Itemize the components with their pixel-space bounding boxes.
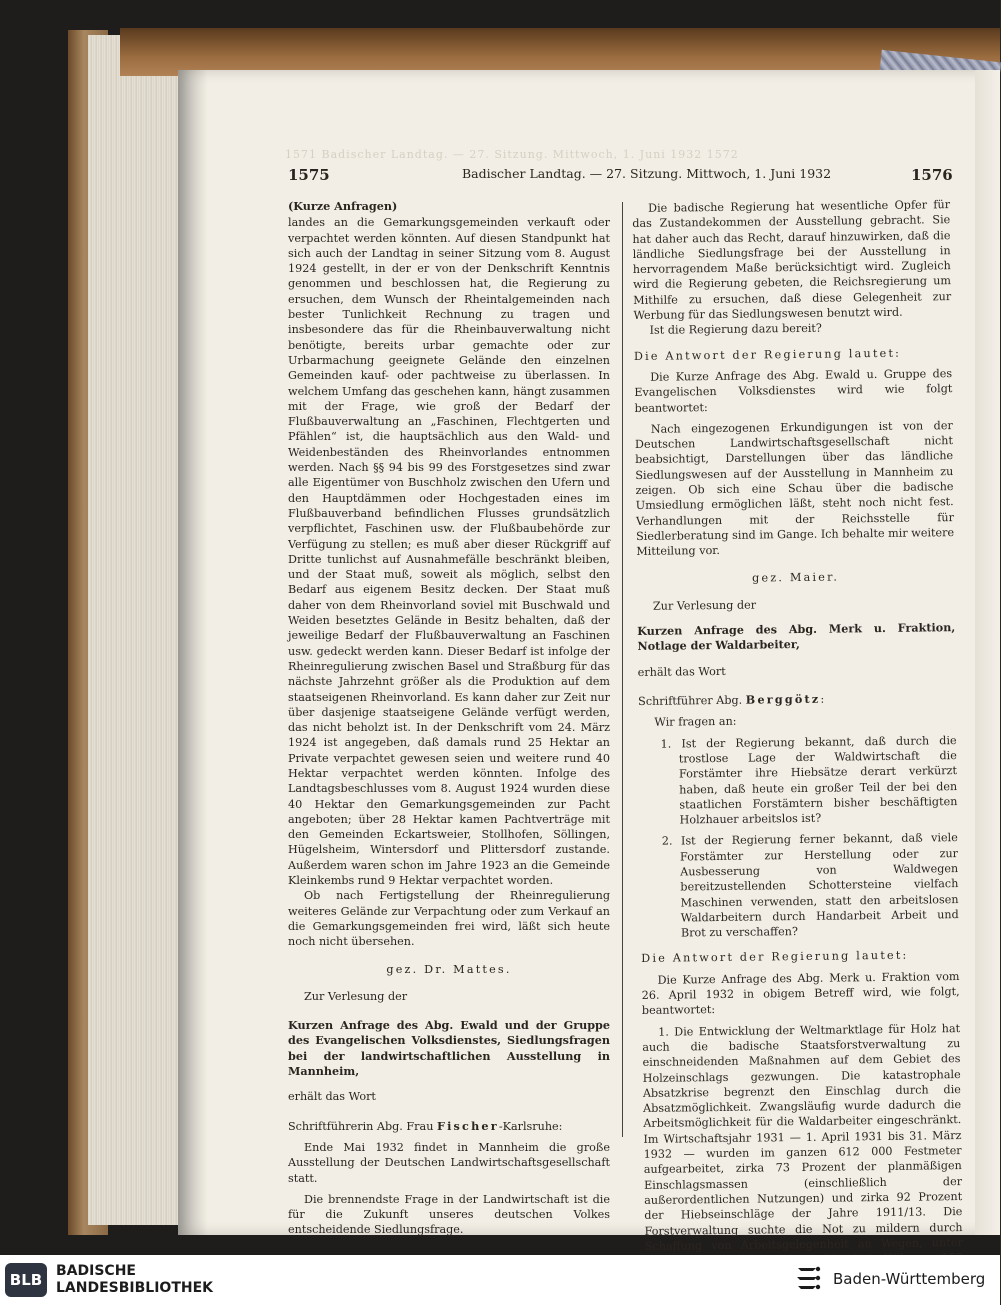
question: Ist die Regierung dazu bereit? [649, 322, 822, 338]
right-column [632, 197, 963, 1285]
list-number: 2. [661, 834, 673, 849]
list-item [639, 733, 958, 829]
speaker-line [638, 690, 956, 709]
paragraph: Die brennendste Frage in der Landwirtschaft ist die für die Zukunft unseres deutschen Volkes entscheidende Siedlungsfrage. [288, 1192, 610, 1237]
list-number: 1. [660, 737, 672, 751]
page-stack-edge [88, 35, 188, 1225]
blb-logo[interactable]: BLB [5, 1263, 47, 1297]
wir-fragen: Wir fragen an: [654, 715, 737, 730]
speaker-name: Fischer [436, 1118, 499, 1133]
speaker-suffix: -Karlsruhe: [498, 1119, 563, 1133]
zur-verlesung: Zur Verlesung der [304, 989, 408, 1003]
erhaelt-das-wort: erhält das Wort [288, 1090, 376, 1104]
answer-intro: Die Kurze Anfrage des Abg. Ewald u. Gruppe des Evangelischen Volksdienstes wird wie folgt beantwortet: [634, 367, 953, 415]
list-text: Ist der Regierung bekannt, daß durch die trostlose Lage der Waldwirtschaft die Forstämter ihre Hiebsätze derart verkürzt haben, daß heute ein großer Teil der bei den staatlichen Forstämtern bisher beschäftigten Holzhauer arbeitslos ist? [678, 733, 958, 827]
left-page-number: 1575 [288, 166, 330, 184]
column-divider [622, 202, 623, 1137]
right-page-number: 1576 [911, 166, 953, 184]
section-label: (Kurze Anfragen) [288, 199, 398, 213]
list-item [640, 830, 959, 941]
next-page-edge [975, 70, 1000, 1235]
paragraph: Die badische Regierung hat wesentliche Opfer für das Zustandekommen der Ausstellung gebracht. Sie hat daher auch das Recht, darauf hinzuwirken, daß die ländliche Siedlungsfrage bei der Ausstellung in hervorragendem Maße berücksichtigt wird. Zugleich wird die Regierung gebeten, die Reichsregierung um Mithilfe zu ersuchen, daß diese Gelegenheit zur Werbung für das Siedlungswesen benutzt wird. [632, 198, 952, 323]
antwort-heading: Die Antwort der Regierung lautet: [641, 949, 909, 966]
speaker-line [288, 1119, 610, 1134]
antwort-heading: Die Antwort der Regierung lautet: [633, 346, 902, 363]
speaker-suffix: : [820, 692, 825, 706]
answer-body: Nach eingezogenen Erkundigungen ist von der Deutschen Landwirtschaftsgesellschaft nicht beabsichtigt, Darstellungen über das ländliche Siedlungswesen auf der Ausstellung in Mannheim zu zeigen. Ob sich eine Schau über die badische Umsiedlung ermöglichen läßt, steht noch nicht fest. Verhandlungen mit der Reichsstelle für Siedlerberatung sind im Gange. Ich behalte mir weitere Mitteilung vor. [634, 418, 955, 559]
zur-verlesung: Zur Verlesung der [652, 598, 757, 613]
bw-lions-icon [794, 1264, 824, 1296]
erhaelt-das-wort: erhält das Wort [637, 664, 726, 679]
book-cover-top [120, 28, 1000, 76]
speaker-prefix: Schriftführerin Abg. Frau [288, 1119, 437, 1133]
footer-bar [0, 1255, 1000, 1305]
answer-body: 1. Die Entwicklung der Weltmarktlage für Holz hat auch die badische Staatsforstverwaltung zu einschneidenden Maßnahmen auf dem Gebiet des Holzeinschlags gezwungen. Die katastrophale Absatzkrise begrenzt den Einschlag durch die Absatzmöglichkeit. Zwangsläufig wurde dadurch die Arbeitsmöglichkeit für die Waldarbeiter eingeschränkt. Im Wirtschaftsjahr 1931 — 1. April 1931 bis 31. März 1932 — wurden im ganzen 612 000 Festmeter aufgearbeitet, zirka 73 Prozent der planmäßigen Einschlagsmassen (einschließlich der außerordentlichen Nutzungen) und zirka 92 Prozent der Hiebseinschläge der Jahre 1911/13. Die Forstverwaltung suchte die Not zu mildern durch Schaffung von Arbeitsgelegenheit an Wegen, unter [642, 1021, 963, 1253]
library-name-line2: LANDESBIBLIOTHEK [56, 1280, 214, 1296]
inquiry-title: Kurzen Anfrage des Abg. Merk u. Fraktion, Notlage der Waldarbeiter, [637, 620, 956, 654]
inquiry-title: Kurzen Anfrage des Abg. Ewald und der Gruppe des Evangelischen Volksdienstes, Siedlungsfragen bei der landwirtschaftlichen Ausstellung in Mannheim, [288, 1018, 610, 1079]
library-name-line1: BADISCHE [56, 1263, 136, 1279]
paragraph: Ende Mai 1932 findet in Mannheim die große Ausstellung der Deutschen Landwirtschaftsgesellschaft statt. [288, 1140, 610, 1185]
answer-intro: Die Kurze Anfrage des Abg. Merk u. Fraktion vom 26. April 1932 in obigem Betreff wird, wie folgt, beantwortet: [641, 969, 960, 1018]
signature: gez. Dr. Mattes. [386, 962, 512, 976]
state-name[interactable]: Baden-Württemberg [833, 1270, 986, 1288]
speaker-prefix: Schriftführer Abg. [638, 693, 746, 708]
left-column [288, 199, 610, 1238]
list-text: Ist der Regierung ferner bekannt, daß viele Forstämter zur Herstellung oder zur Ausbesserung von Waldwegen bereitzustellenden Schottersteine vielfach Maschinen verwenden, statt den arbeitslosen Waldarbeitern durch Handarbeit Arbeit und Brot zu verschaffen? [679, 831, 959, 940]
speaker-name: Berggötz [745, 691, 821, 707]
library-name[interactable] [56, 1263, 213, 1297]
paragraph: Ob nach Fertigstellung der Rheinregulierung weiteres Gelände zur Verpachtung oder zum Verkauf an die Gemarkungsgemeinden frei wird, läßt sich heute noch nicht übersehen. [288, 889, 610, 949]
paragraph: landes an die Gemarkungsgemeinden verkauft oder verpachtet werden könnten. Auf diesen Standpunkt hat sich auch der Landtag in seiner Sitzung vom 8. August 1924 gestellt, in der er von der Denkschrift Kenntnis genommen und beschlossen hat, die Regierung zu ersuchen, dem Wunsch der Rheintalgemeinden nach bester Tunlichkeit Rechnung zu tragen und insbesondere das für die Rheinbauverwaltung nicht benötigte, bereits urbar gemachte oder zur Urbarmachung geeignete Gelände den einzelnen Gemeinden kauf- oder pachtweise zu überlassen. In welchem Umfang das geschehen kann, hängt zusammen mit der Frage, wie groß der Bedarf der Flußbauverwaltung an „Faschinen, Flechtgerten und Pfählen“ ist, die hauptsächlich aus den Wald- und Weidenbeständen des Rheinvorlandes entnommen werden. Nach §§ 94 bis 99 des Forstgesetzes sind zwar alle Eigentümer von Buschholz zwischen den Ufern und den Hauptdämmen oder Hochgestaden eines im Flußbauverband befindlichen Flusses grundsätzlich verpflichtet, Faschinen usw. der Flußbaubehörde zur Verfügung zu stellen; es muß aber dieser Rückgriff auf Dritte tunlichst auf Ausnahmefälle beschränkt bleiben, und der Staat muß, soweit als möglich, selbst den Bedarf aus eigenem Besitz decken. Der Staat muß daher von dem Rheinvorland soviel mit Buschwald und Weiden besetztes Gelände in Besitz behalten, daß der jeweilige Bedarf der Flußbauverwaltung an Faschinen usw. gedeckt werden kann. Dieser Bedarf ist infolge der Rheinregulierung zwischen Basel und Straßburg für das nächste Jahrzehnt größer als die Produktion auf dem staatseigenen Rheinvorland. Es kann daher zur Zeit nur über dasjenige staatseigene Gelände verfügt werden, das nicht beholzt ist. In der Denkschrift vom 24. März 1924 ist angegeben, daß damals rund 25 Hektar an Private verpachtet gewesen seien und weitere rund 40 Hektar verpachtet werden könnten. Infolge des Landtagsbeschlusses vom 8. August 1924 wurden diese 40 Hektar den Gemarkungsgemeinden zur Pacht angeboten; über 28 Hektar kamen Pachtverträge mit den Gemeinden Eckartsweier, Stollhofen, Söllingen, Hügelsheim, Wintersdorf und Plittersdorf zustande. Außerdem waren schon im Jahre 1923 an die Gemeinde Kleinkembs rund 9 Hektar verpachtet worden. [288, 216, 610, 888]
bleed-through-text: 1571 Badischer Landtag. — 27. Sitzung. Mittwoch, 1. Juni 1932 1572 [285, 148, 739, 161]
signature: gez. Maier. [752, 570, 840, 585]
running-header: Badischer Landtag. — 27. Sitzung. Mittwoch, 1. Juni 1932 [462, 166, 832, 181]
gutter-shadow [178, 70, 208, 1235]
